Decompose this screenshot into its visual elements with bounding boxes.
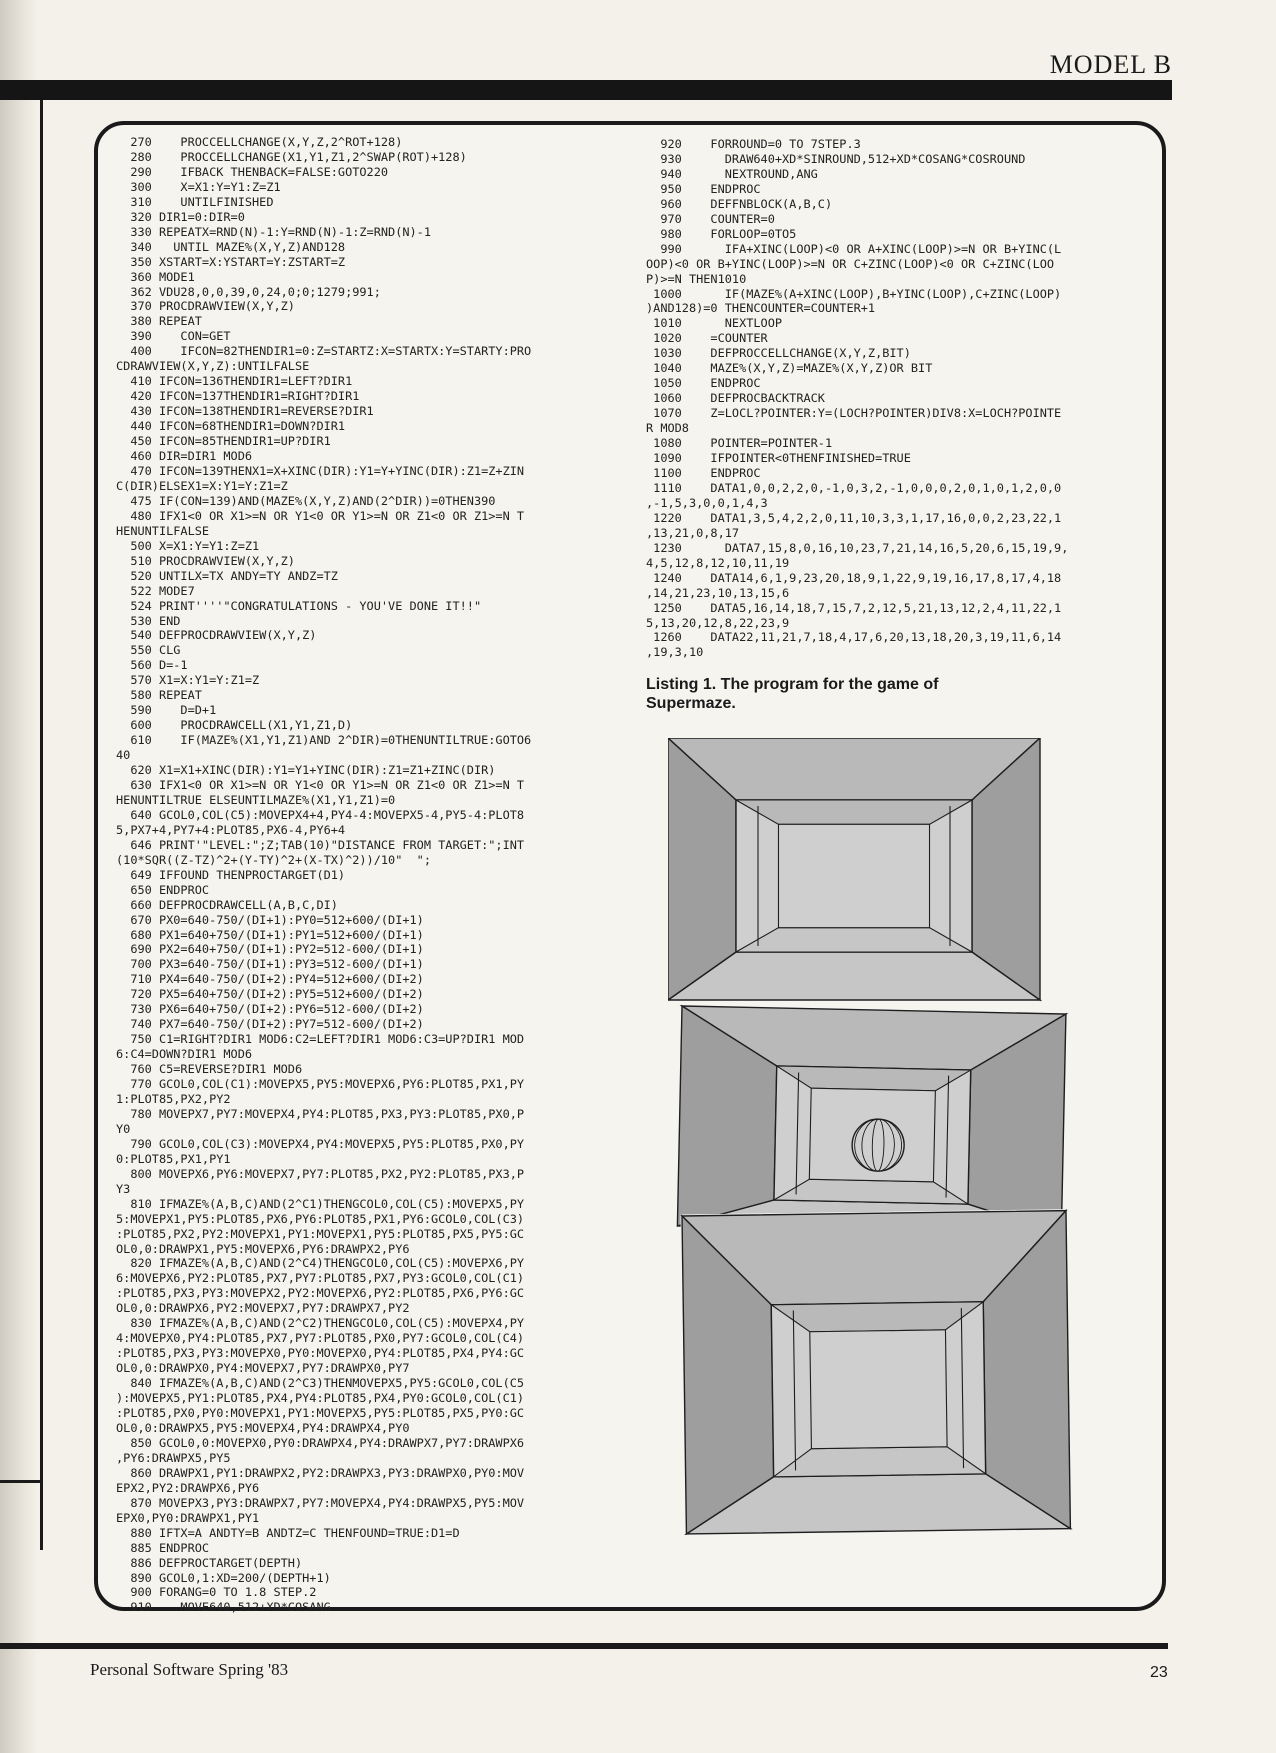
code-line: 520 UNTILX=TX ANDY=TY ANDZ=TZ <box>116 568 338 583</box>
code-line: 390 CON=GET <box>116 329 231 344</box>
listing-caption: Listing 1. The program for the game of Supermaze. <box>646 676 939 712</box>
code-line: 1070 Z=LOCL?POINTER:Y=(LOCH?POINTER)DIV8:X=LOCH?POINTE <box>646 406 1062 421</box>
code-line: 710 PX4=640-750/(DI+2):PY4=512+600/(DI+2) <box>116 972 424 987</box>
code-line: 524 PRINT''''"CONGRATULATIONS - YOU'VE DONE IT!!" <box>116 598 482 613</box>
code-line: 649 IFFOUND THENPROCTARGET(D1) <box>116 867 346 882</box>
code-line: 980 FORLOOP=0TO5 <box>646 226 797 241</box>
code-line: ,14,21,23,10,13,15,6 <box>646 585 790 600</box>
code-line: OL0,0:DRAWPX5,PY5:MOVEPX4,PY4:DRAWPX4,PY0 <box>116 1420 410 1435</box>
code-line: :PLOT85,PX0,PY0:MOVEPX1,PY1:MOVEPX5,PY5:PLOT85,PX5,PY0:GC <box>116 1406 525 1421</box>
code-line: 360 MODE1 <box>116 269 195 284</box>
code-line: 840 IFMAZE%(A,B,C)AND(2^C3)THENMOVEPX5,PY5:GCOL0,COL(C5 <box>116 1376 525 1391</box>
code-line: 420 IFCON=137THENDIR1=RIGHT?DIR1 <box>116 389 360 404</box>
code-line: 630 IFX1<0 OR X1>=N OR Y1<0 OR Y1>=N OR Z1<0 OR Z1>=N T <box>116 777 525 792</box>
code-line: 910 MOVE640,512+XD*COSANG <box>116 1600 331 1615</box>
code-line: 522 MODE7 <box>116 583 195 598</box>
code-line: 680 PX1=640+750/(DI+1):PY1=512+600/(DI+1) <box>116 927 424 942</box>
code-line: (10*SQR((Z-TZ)^2+(Y-TY)^2+(X-TX)^2))/10" "; <box>116 852 431 867</box>
code-line: 740 PX7=640-750/(DI+2):PY7=512-600/(DI+2) <box>116 1017 424 1032</box>
code-line: 540 DEFPROCDRAWVIEW(X,Y,Z) <box>116 628 317 643</box>
code-line: 720 PX5=640+750/(DI+2):PY5=512+600/(DI+2) <box>116 987 424 1002</box>
code-line: 290 IFBACK THENBACK=FALSE:GOTO220 <box>116 164 389 179</box>
code-line: ,13,21,0,8,17 <box>646 525 740 540</box>
code-line: 850 GCOL0,0:MOVEPX0,PY0:DRAWPX4,PY4:DRAWPX7,PY7:DRAWPX6 <box>116 1435 525 1450</box>
code-line: 280 PROCCELLCHANGE(X1,Y1,Z1,2^SWAP(ROT)+128) <box>116 149 467 164</box>
far-floor <box>736 928 972 952</box>
code-line: ,PY6:DRAWPX5,PY5 <box>116 1450 231 1465</box>
code-line: Y0 <box>116 1121 131 1136</box>
code-line: 480 IFX1<0 OR X1>=N OR Y1<0 OR Y1>=N OR Z1<0 OR Z1>=N T <box>116 508 525 523</box>
code-line: 40 <box>116 748 131 763</box>
code-line: 1050 ENDPROC <box>646 376 761 391</box>
code-line: 440 IFCON=68THENDIR1=DOWN?DIR1 <box>116 419 346 434</box>
maze-screen-top <box>668 738 1040 1000</box>
code-line: 310 UNTILFINISHED <box>116 194 274 209</box>
code-line: 900 FORANG=0 TO 1.8 STEP.2 <box>116 1585 317 1600</box>
target-sphere <box>852 1119 905 1172</box>
section-header: MODEL B <box>1049 50 1172 79</box>
code-line: 370 PROCDRAWVIEW(X,Y,Z) <box>116 299 295 314</box>
code-line: 500 X=X1:Y=Y1:Z=Z1 <box>116 538 260 553</box>
code-line: 800 MOVEPX6,PY6:MOVEPX7,PY7:PLOT85,PX2,PY2:PLOT85,PX3,P <box>116 1166 525 1181</box>
code-line: 1010 NEXTLOOP <box>646 316 783 331</box>
code-line: )AND128)=0 THENCOUNTER=COUNTER+1 <box>646 301 876 316</box>
code-line: 300 X=X1:Y=Y1:Z=Z1 <box>116 179 281 194</box>
code-line: 1230 DATA7,15,8,0,16,10,23,7,21,14,16,5,20,6,15,19,9, <box>646 540 1069 555</box>
code-line: 770 GCOL0,COL(C1):MOVEPX5,PY5:MOVEPX6,PY6:PLOT85,PX1,PY <box>116 1077 525 1092</box>
code-line: 510 PROCDRAWVIEW(X,Y,Z) <box>116 553 295 568</box>
maze-screen-middle <box>677 1006 1066 1234</box>
code-line: 780 MOVEPX7,PY7:MOVEPX4,PY4:PLOT85,PX3,PY3:PLOT85,PX0,P <box>116 1106 525 1121</box>
code-line: 610 IF(MAZE%(X1,Y1,Z1)AND 2^DIR)=0THENUNTILTRUE:GOTO6 <box>116 733 532 748</box>
code-line: 6:MOVEPX6,PY2:PLOT85,PX7,PY7:PLOT85,PX7,PY3:GCOL0,COL(C1) <box>116 1271 525 1286</box>
code-line: 750 C1=RIGHT?DIR1 MOD6:C2=LEFT?DIR1 MOD6:C3=UP?DIR1 MOD <box>116 1032 525 1047</box>
code-line: ,19,3,10 <box>646 645 704 660</box>
maze-screen-bottom <box>682 1211 1070 1534</box>
maze-screenshots <box>668 738 1114 1588</box>
code-line: 886 DEFPROCTARGET(DEPTH) <box>116 1555 303 1570</box>
code-line: 650 ENDPROC <box>116 882 210 897</box>
footer-rule <box>0 1643 1168 1649</box>
code-line: 620 X1=X1+XINC(DIR):Y1=Y1+YINC(DIR):Z1=Z1+ZINC(DIR) <box>116 763 496 778</box>
code-line: 990 IFA+XINC(LOOP)<0 OR A+XINC(LOOP)>=N OR B+YINC(L <box>646 241 1062 256</box>
code-line: 6:C4=DOWN?DIR1 MOD6 <box>116 1047 253 1062</box>
code-line: 885 ENDPROC <box>116 1540 210 1555</box>
code-line: 940 NEXTROUND,ANG <box>646 166 818 181</box>
code-line: 950 ENDPROC <box>646 181 761 196</box>
code-line: 560 D=-1 <box>116 658 188 673</box>
code-line: 5,PX7+4,PY7+4:PLOT85,PX6-4,PY6+4 <box>116 822 346 837</box>
code-line: 820 IFMAZE%(A,B,C)AND(2^C4)THENGCOL0,COL(C5):MOVEPX6,PY <box>116 1256 525 1271</box>
code-line: :PLOT85,PX3,PY3:MOVEPX0,PY0:MOVEPX0,PY4:PLOT85,PX4,PY4:GC <box>116 1346 525 1361</box>
code-line: 330 REPEATX=RND(N)-1:Y=RND(N)-1:Z=RND(N)-1 <box>116 224 431 239</box>
code-line: 640 GCOL0,COL(C5):MOVEPX4+4,PY4-4:MOVEPX5-4,PY5-4:PLOT8 <box>116 807 525 822</box>
code-line: 350 XSTART=X:YSTART=Y:ZSTART=Z <box>116 254 346 269</box>
code-line: 580 REPEAT <box>116 688 202 703</box>
code-line: 920 FORROUND=0 TO 7STEP.3 <box>646 137 861 151</box>
code-line: OL0,0:DRAWPX6,PY2:MOVEPX7,PY7:DRAWPX7,PY2 <box>116 1301 410 1316</box>
code-line: HENUNTILFALSE <box>116 523 210 538</box>
code-line: 5,13,20,12,8,22,23,9 <box>646 615 790 630</box>
code-line: Y3 <box>116 1181 131 1196</box>
far-ceiling <box>736 800 972 824</box>
code-line: 1000 IF(MAZE%(A+XINC(LOOP),B+YINC(LOOP),C+ZINC(LOOP) <box>646 286 1062 301</box>
code-line: P)>=N THEN1010 <box>646 271 747 286</box>
code-line: 530 END <box>116 613 181 628</box>
code-line: 550 CLG <box>116 643 181 658</box>
header-rule <box>0 80 1172 100</box>
code-line: 870 MOVEPX3,PY3:DRAWPX7,PY7:MOVEPX4,PY4:DRAWPX5,PY5:MOV <box>116 1495 525 1510</box>
code-line: 4,5,12,8,12,10,11,19 <box>646 555 790 570</box>
code-line: 810 IFMAZE%(A,B,C)AND(2^C1)THENGCOL0,COL(C5):MOVEPX5,PY <box>116 1196 525 1211</box>
far-end-wall <box>810 1330 947 1449</box>
code-line: 5:MOVEPX1,PY5:PLOT85,PX6,PY6:PLOT85,PX1,PY6:GCOL0,COL(C3) <box>116 1211 525 1226</box>
code-line: 890 GCOL0,1:XD=200/(DEPTH+1) <box>116 1570 331 1585</box>
code-line: 362 VDU28,0,0,39,0,24,0;0;1279;991; <box>116 284 381 299</box>
code-line: 1060 DEFPROCBACKTRACK <box>646 391 825 406</box>
code-line: 450 IFCON=85THENDIR1=UP?DIR1 <box>116 434 331 449</box>
page-number: 23 <box>1150 1664 1168 1681</box>
code-listing-left-column <box>116 135 531 1615</box>
code-line: 1100 ENDPROC <box>646 465 761 480</box>
code-line: 1260 DATA22,11,21,7,18,4,17,6,20,13,18,20,3,19,11,6,14 <box>646 630 1062 645</box>
code-line: 660 DEFPROCDRAWCELL(A,B,C,DI) <box>116 897 338 912</box>
code-line: 475 IF(CON=139)AND(MAZE%(X,Y,Z)AND(2^DIR))=0THEN390 <box>116 493 496 508</box>
code-line: 880 IFTX=A ANDTY=B ANDTZ=C THENFOUND=TRUE:D1=D <box>116 1525 460 1540</box>
code-line: 340 UNTIL MAZE%(X,Y,Z)AND128 <box>116 239 346 254</box>
code-line: 570 X1=X:Y1=Y:Z1=Z <box>116 673 260 688</box>
code-line: OL0,0:DRAWPX0,PY4:MOVEPX7,PY7:DRAWPX0,PY7 <box>116 1361 410 1376</box>
code-line: 1:PLOT85,PX2,PY2 <box>116 1092 231 1106</box>
code-line: 470 IFCON=139THENX1=X+XINC(DIR):Y1=Y+YINC(DIR):Z1=Z+ZIN <box>116 463 525 478</box>
code-line: 860 DRAWPX1,PY1:DRAWPX2,PY2:DRAWPX3,PY3:DRAWPX0,PY0:MOV <box>116 1465 525 1480</box>
code-line: 830 IFMAZE%(A,B,C)AND(2^C2)THENGCOL0,COL(C5):MOVEPX4,PY <box>116 1316 525 1331</box>
code-line: C(DIR)ELSEX1=X:Y1=Y:Z1=Z <box>116 478 288 493</box>
code-line: 1240 DATA14,6,1,9,23,20,18,9,1,22,9,19,16,17,8,17,4,18 <box>646 570 1062 585</box>
code-line: 1080 POINTER=POINTER-1 <box>646 436 833 451</box>
code-line: 430 IFCON=138THENDIR1=REVERSE?DIR1 <box>116 404 374 419</box>
code-line: 1110 DATA1,0,0,2,2,0,-1,0,3,2,-1,0,0,0,2,0,1,0,1,2,0,0 <box>646 480 1062 495</box>
code-line: 4:MOVEPX0,PY4:PLOT85,PX7,PY7:PLOT85,PX0,PY7:GCOL0,COL(C4) <box>116 1331 525 1346</box>
code-line: 1030 DEFPROCCELLCHANGE(X,Y,Z,BIT) <box>646 346 911 361</box>
code-line: 270 PROCCELLCHANGE(X,Y,Z,2^ROT+128) <box>116 135 403 149</box>
code-line: 960 DEFFNBLOCK(A,B,C) <box>646 196 833 211</box>
code-line: ,-1,5,3,0,0,1,4,3 <box>646 495 768 510</box>
code-line: 670 PX0=640-750/(DI+1):PY0=512+600/(DI+1) <box>116 912 424 927</box>
code-listing-right-column <box>646 137 1068 660</box>
code-line: 0:PLOT85,PX1,PY1 <box>116 1151 231 1166</box>
code-line: 760 C5=REVERSE?DIR1 MOD6 <box>116 1062 303 1077</box>
code-line: 930 DRAW640+XD*SINROUND,512+XD*COSANG*COSROUND <box>646 151 1026 166</box>
code-line: 1020 =COUNTER <box>646 331 768 346</box>
code-line: EPX2,PY2:DRAWPX6,PY6 <box>116 1480 260 1495</box>
code-line: 970 COUNTER=0 <box>646 211 775 226</box>
publication-name: Personal Software Spring '83 <box>90 1660 289 1679</box>
code-line: :PLOT85,PX3,PY3:MOVEPX2,PY2:MOVEPX6,PY2:PLOT85,PX6,PY6:GC <box>116 1286 525 1301</box>
code-line: 380 REPEAT <box>116 314 202 329</box>
code-line: 646 PRINT'"LEVEL:";Z;TAB(10)"DISTANCE FROM TARGET:";INT <box>116 837 525 852</box>
code-line: :PLOT85,PX2,PY2:MOVEPX1,PY1:MOVEPX1,PY5:PLOT85,PX5,PY5:GC <box>116 1226 525 1241</box>
code-line: 590 D=D+1 <box>116 703 217 718</box>
code-line: ):MOVEPX5,PY1:PLOT85,PX4,PY4:PLOT85,PX4,PY0:GCOL0,COL(C1) <box>116 1391 525 1406</box>
code-line: 400 IFCON=82THENDIR1=0:Z=STARTZ:X=STARTX:Y=STARTY:PRO <box>116 344 532 359</box>
code-line: HENUNTILTRUE ELSEUNTILMAZE%(X1,Y1,Z1)=0 <box>116 792 396 807</box>
code-line: 790 GCOL0,COL(C3):MOVEPX4,PY4:MOVEPX5,PY5:PLOT85,PX0,PY <box>116 1136 525 1151</box>
code-line: CDRAWVIEW(X,Y,Z):UNTILFALSE <box>116 359 310 374</box>
code-line: 1250 DATA5,16,14,18,7,15,7,2,12,5,21,13,12,2,4,11,22,1 <box>646 600 1062 615</box>
code-line: 460 DIR=DIR1 MOD6 <box>116 449 253 464</box>
code-line: 600 PROCDRAWCELL(X1,Y1,Z1,D) <box>116 718 353 733</box>
code-line: 700 PX3=640-750/(DI+1):PY3=512-600/(DI+1) <box>116 957 424 972</box>
side-bracket <box>0 100 43 1550</box>
far-end-wall <box>778 824 929 927</box>
code-line: 1220 DATA1,3,5,4,2,2,0,11,10,3,3,1,17,16,0,0,2,23,22,1 <box>646 510 1062 525</box>
code-line: OOP)<0 OR B+YINC(LOOP)>=N OR C+ZINC(LOOP)<0 OR C+ZINC(LOO <box>646 256 1055 271</box>
code-line: R MOD8 <box>646 421 689 436</box>
code-line: 730 PX6=640+750/(DI+2):PY6=512-600/(DI+2) <box>116 1002 424 1017</box>
code-line: EPX0,PY0:DRAWPX1,PY1 <box>116 1510 260 1525</box>
code-line: 320 DIR1=0:DIR=0 <box>116 209 245 224</box>
code-line: OL0,0:DRAWPX1,PY5:MOVEPX6,PY6:DRAWPX2,PY6 <box>116 1241 410 1256</box>
code-line: 690 PX2=640+750/(DI+1):PY2=512-600/(DI+1) <box>116 942 424 957</box>
code-line: 1090 IFPOINTER<0THENFINISHED=TRUE <box>646 451 911 466</box>
code-line: 1040 MAZE%(X,Y,Z)=MAZE%(X,Y,Z)OR BIT <box>646 361 933 376</box>
code-line: 410 IFCON=136THENDIR1=LEFT?DIR1 <box>116 374 353 389</box>
